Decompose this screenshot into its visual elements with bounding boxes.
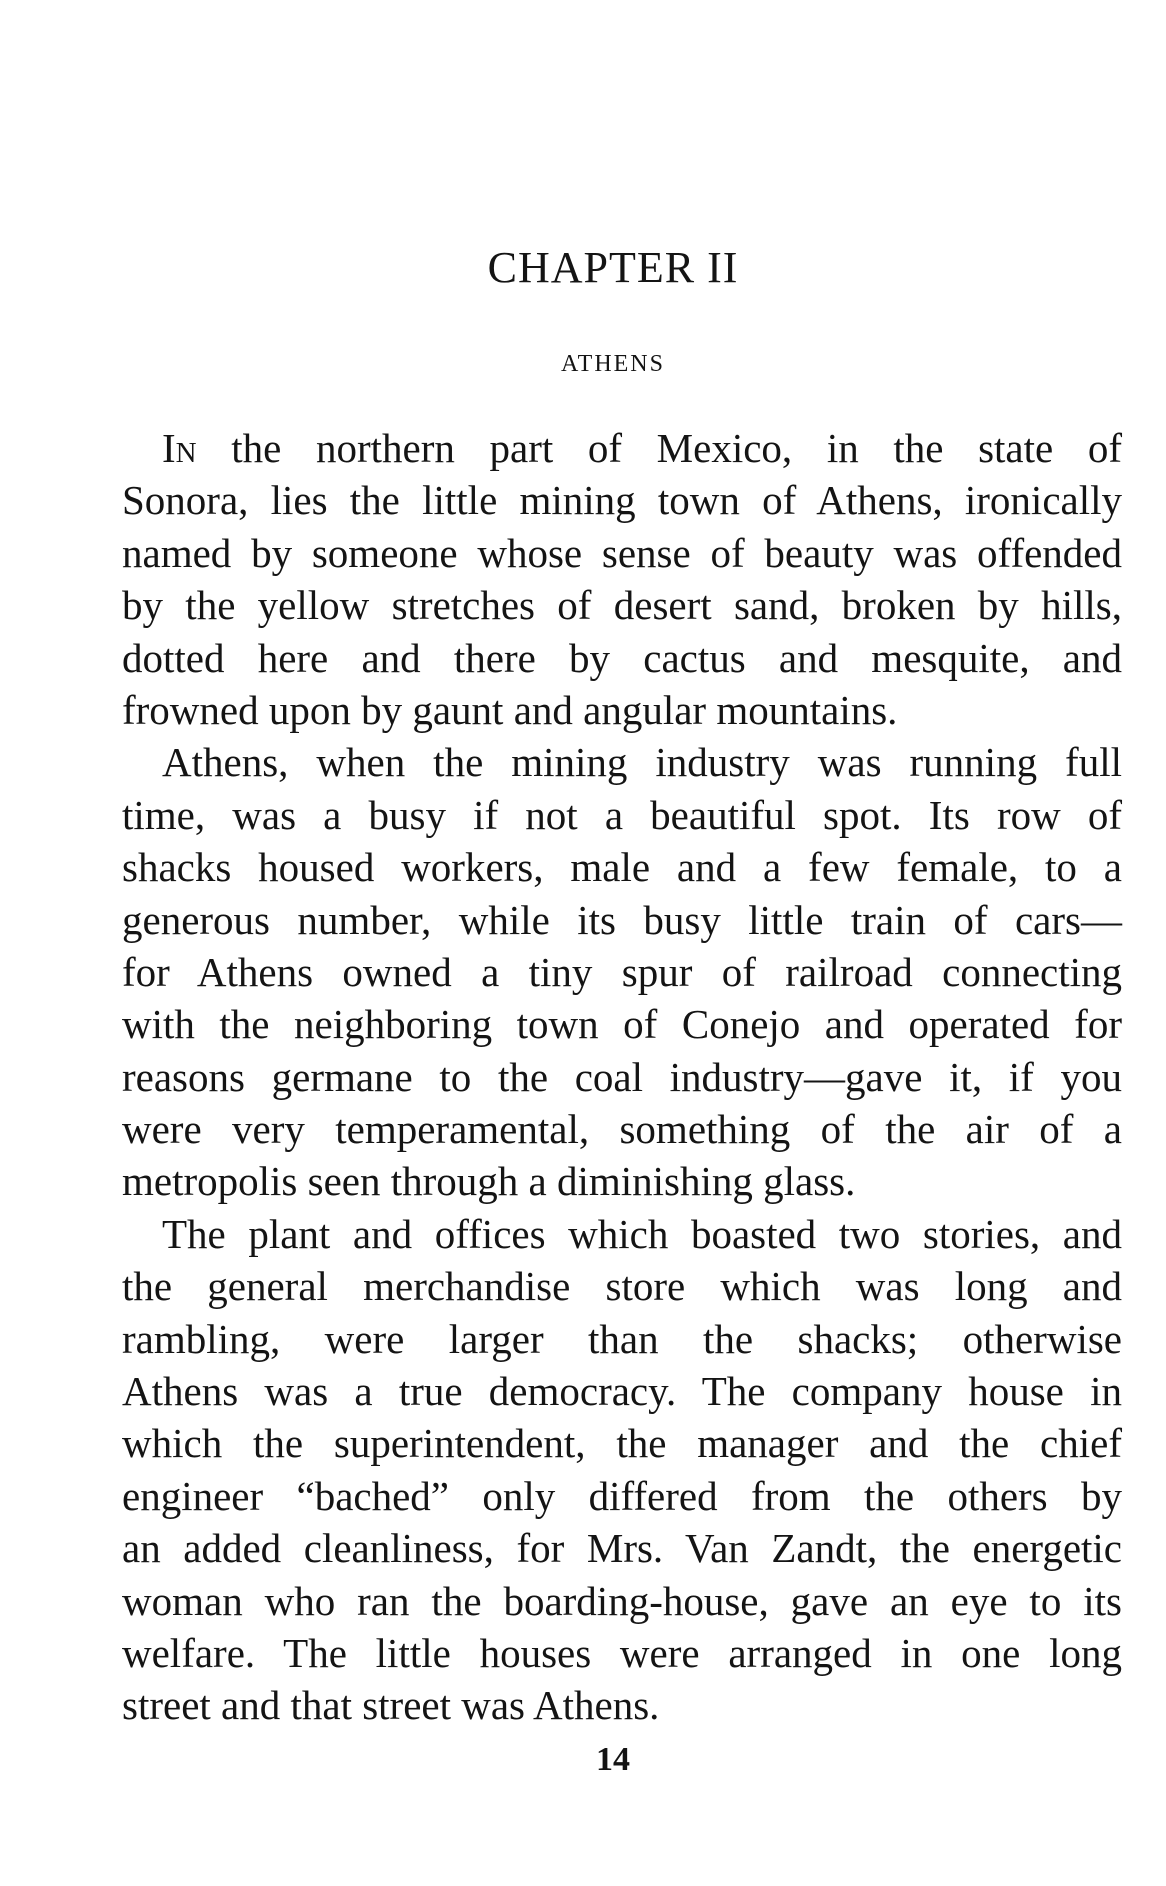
drop-word: In <box>162 425 197 471</box>
text-line: woman who ran the boarding-house, gave an eye to its <box>122 1577 1122 1624</box>
paragraph <box>122 736 1122 1208</box>
paragraph <box>122 422 1122 736</box>
text-line: were very temperamental, something of the air of a <box>122 1106 1122 1153</box>
text-line: rambling, were larger than the shacks; otherwise <box>122 1315 1122 1362</box>
text-line: with the neighboring town of Conejo and operated for <box>122 1001 1122 1048</box>
text-line <box>122 422 1122 474</box>
text-line: The plant and offices which boasted two stories, and <box>162 1210 1122 1257</box>
text-line: shacks housed workers, male and a few female, to a <box>122 844 1122 891</box>
page-number: 14 <box>596 1741 630 1778</box>
text-line: by the yellow stretches of desert sand, broken by hills, <box>122 582 1122 629</box>
text-line: street and that street was Athens. <box>122 1682 660 1729</box>
text-line: frowned upon by gaunt and angular mountains. <box>122 686 898 733</box>
text-line: Sonora, lies the little mining town of Athens, ironically <box>122 477 1122 524</box>
text-line: metropolis seen through a diminishing glass. <box>122 1158 856 1205</box>
chapter-subtitle: ATHENS <box>560 351 665 377</box>
text-line: which the superintendent, the manager and the chief <box>122 1420 1122 1467</box>
text-line-rest: the northern part of Mexico, in the state of <box>196 425 1122 471</box>
text-line: Athens was a true democracy. The company house in <box>122 1368 1122 1415</box>
text-line: time, was a busy if not a beautiful spot. Its row of <box>122 791 1122 838</box>
chapter-title: CHAPTER II <box>487 243 739 292</box>
text-line: reasons germane to the coal industry—gave it, if you <box>122 1053 1122 1100</box>
text-line: named by someone whose sense of beauty was offended <box>122 529 1122 576</box>
text-line: an added cleanliness, for Mrs. Van Zandt, the energetic <box>122 1525 1122 1572</box>
text-line: welfare. The little houses were arranged in one long <box>122 1629 1122 1676</box>
text-line: Athens, when the mining industry was running full <box>162 739 1122 786</box>
text-line: generous number, while its busy little train of cars— <box>122 896 1122 943</box>
text-line: engineer “bached” only differed from the others by <box>122 1472 1122 1519</box>
text-line: dotted here and there by cactus and mesquite, and <box>122 634 1122 681</box>
text-line: the general merchandise store which was long and <box>122 1263 1122 1310</box>
paragraph <box>122 1208 1122 1732</box>
chapter-body <box>122 422 1122 1732</box>
text-line: for Athens owned a tiny spur of railroad connecting <box>122 948 1122 995</box>
